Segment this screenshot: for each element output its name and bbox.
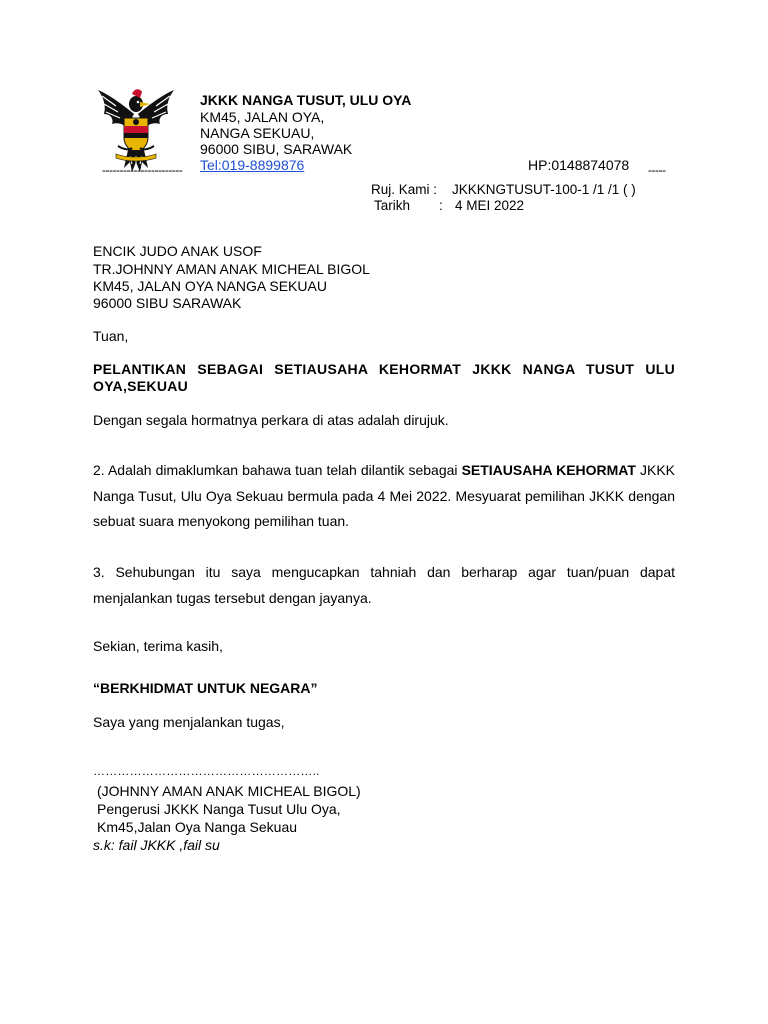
recipient-address-line-1: KM45, JALAN OYA NANGA SEKUAU xyxy=(93,278,327,294)
paragraph-2-rest: JKKK Nanga Tusut, Ulu Oya Sekuau bermula pada 4 Mei 2022. Mesyuarat pemilihan JKKK dengan sebuat suara menyokong pemilihan tuan. xyxy=(93,462,675,529)
date-label: Tarikh xyxy=(374,198,411,213)
letterhead-divider-left: ----------------------- xyxy=(102,163,183,177)
letterhead-address-line-3: 96000 SIBU, SARAWAK xyxy=(200,141,353,157)
signatory-name: (JOHNNY AMAN ANAK MICHEAL BIGOL) xyxy=(97,783,361,799)
paragraph-2-intro: 2. Adalah dimaklumkan bahawa tuan telah dilantik sebagai xyxy=(93,462,462,478)
sign-off-line: Saya yang menjalankan tugas, xyxy=(93,714,285,730)
carbon-copy: s.k: fail JKKK ,fail su xyxy=(93,837,220,853)
signatory-title: Pengerusi JKKK Nanga Tusut Ulu Oya, xyxy=(97,801,341,817)
signature-line: ……………………………………………….. xyxy=(93,764,320,778)
letter-subject: PELANTIKAN SEBAGAI SETIAUSAHA KEHORMAT JKKK NANGA TUSUT ULU OYA,SEKUAU xyxy=(93,361,675,394)
date-colon: : xyxy=(439,198,443,213)
letter-date: 4 MEI 2022 xyxy=(455,198,525,213)
appointed-position: SETIAUSAHA KEHORMAT xyxy=(461,462,636,478)
closing-line: Sekian, terima kasih, xyxy=(93,638,223,654)
sarawak-crest-icon xyxy=(96,84,176,174)
letterhead-address-line-2: NANGA SEKUAU, xyxy=(200,125,315,141)
salutation: Tuan, xyxy=(93,328,129,344)
letterhead-address-line-1: KM45, JALAN OYA, xyxy=(200,109,325,125)
handphone-number: HP:0148874078 xyxy=(528,157,630,173)
letterhead-divider-right: ----- xyxy=(648,163,666,177)
paragraph-2 xyxy=(93,458,675,535)
organization-name: JKKK NANGA TUSUT, ULU OYA xyxy=(200,92,412,108)
recipient-address-line-2: 96000 SIBU SARAWAK xyxy=(93,295,242,311)
recipient-care-of: TR.JOHNNY AMAN ANAK MICHEAL BIGOL xyxy=(93,261,370,277)
signatory-address: Km45,Jalan Oya Nanga Sekuau xyxy=(97,819,298,835)
motto: “BERKHIDMAT UNTUK NEGARA” xyxy=(93,680,318,696)
reference-number: JKKKNGTUSUT-100-1 /1 /1 ( ) xyxy=(452,182,636,197)
telephone-link[interactable]: Tel:019-8899876 xyxy=(200,157,305,173)
paragraph-3: 3. Sehubungan itu saya mengucapkan tahniah dan berharap agar tuan/puan dapat menjalankan tugas tersebut dengan jayanya. xyxy=(93,564,675,606)
paragraph-1: Dengan segala hormatnya perkara di atas adalah dirujuk. xyxy=(93,412,449,428)
recipient-name: ENCIK JUDO ANAK USOF xyxy=(93,243,262,259)
reference-label: Ruj. Kami : xyxy=(371,182,438,197)
